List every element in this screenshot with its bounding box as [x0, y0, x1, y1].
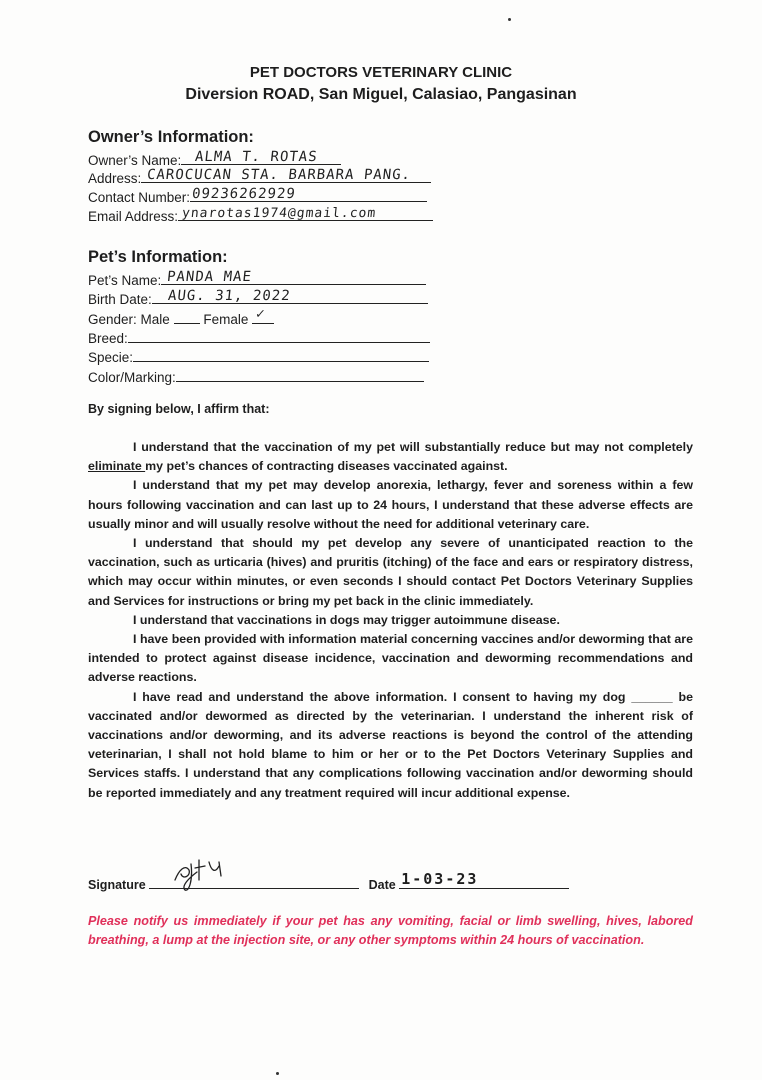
consent-body — [88, 438, 693, 803]
email-value: ynarotas1974@gmail.com — [181, 206, 378, 221]
owner-address-row — [88, 168, 431, 186]
contact-value: 09236262929 — [191, 186, 297, 202]
specie-field[interactable] — [133, 347, 429, 362]
gender-male-field[interactable] — [174, 309, 200, 324]
email-row — [88, 206, 433, 224]
handwritten-signature — [169, 850, 239, 894]
pet-name-value: PANDA MAE — [166, 269, 253, 285]
signature-row — [88, 870, 569, 892]
color-marking-row — [88, 367, 424, 385]
date-label: Date — [368, 878, 396, 892]
consent-paragraph-2: I understand that my pet may develop anorexia, lethargy, fever and soreness within a few hours following vaccination and can last up to 24 hours, I understand that these adverse effects are usually minor and will usually resolve without the need for additional veterinary care. — [88, 478, 693, 531]
pet-heading: Pet’s Information: — [88, 248, 228, 266]
pet-name-row — [88, 270, 426, 288]
gender-female-label: Female — [203, 312, 249, 327]
gender-male-label: Gender: Male — [88, 312, 170, 327]
email-field[interactable] — [178, 206, 433, 221]
clinic-name: PET DOCTORS VETERINARY CLINIC — [249, 64, 513, 81]
birth-date-field[interactable] — [152, 289, 428, 304]
owner-address-value: CAROCUCAN STA. BARBARA PANG. — [146, 167, 413, 183]
owner-name-field[interactable] — [181, 150, 341, 165]
breed-field[interactable] — [128, 328, 430, 343]
owner-name-row — [88, 150, 341, 168]
breed-label: Breed: — [88, 331, 128, 346]
owner-address-field[interactable] — [141, 168, 431, 183]
gender-female-field[interactable] — [252, 306, 274, 324]
contact-label: Contact Number: — [88, 190, 191, 205]
gender-row — [88, 306, 274, 327]
owner-name-label: Owner’s Name: — [88, 153, 182, 168]
color-marking-field[interactable] — [176, 367, 424, 382]
color-marking-label: Color/Marking: — [88, 370, 176, 385]
owner-address-label: Address: — [88, 171, 142, 186]
consent-paragraph-3: I understand that should my pet develop any severe of unanticipated reaction to the vaccination, such as urticaria (hives) and pruritis (itching) of the face and ears or respiratory distress, which may occur within minutes, or even seconds I should contact Pet Doctors Veterinary Supplies and Services for instructions or bring my pet back in the clinic immediately. — [88, 536, 693, 608]
signature-field[interactable] — [149, 874, 359, 889]
consent-paragraph-5: I have been provided with information material concerning vaccines and/or deworming that are intended to protect against disease incidence, vaccination and deworming recommendations and adverse reactions. — [88, 632, 693, 685]
birth-date-label: Birth Date: — [88, 292, 152, 307]
affirm-heading: By signing below, I affirm that: — [88, 402, 270, 416]
scan-speck — [276, 1072, 279, 1075]
gender-female-check: ✓ — [255, 306, 267, 322]
consent-paragraph-1 — [88, 438, 693, 476]
consent-p1-underlined: eliminate — [88, 459, 146, 474]
owner-name-value: ALMA T. ROTAS — [194, 149, 319, 165]
pet-name-field[interactable] — [161, 270, 426, 285]
breed-row — [88, 328, 430, 346]
signature-label: Signature — [88, 878, 146, 892]
email-label: Email Address: — [88, 209, 179, 224]
date-value: 1-03-23 — [401, 870, 479, 888]
consent-paragraph-4: I understand that vaccinations in dogs may trigger autoimmune disease. — [133, 612, 560, 627]
scan-speck — [508, 18, 511, 21]
birth-date-row — [88, 289, 428, 307]
contact-field[interactable] — [190, 187, 427, 202]
contact-row — [88, 187, 427, 205]
birth-date-value: AUG. 31, 2022 — [166, 288, 292, 304]
specie-row — [88, 347, 429, 365]
pet-name-label: Pet’s Name: — [88, 273, 162, 288]
consent-paragraph-6: I have read and understand the above information. I consent to having my dog ______ be vaccinated and/or dewormed as directed by the veterinarian. I understand the inherent risk of vaccinations and/or deworming, and its adverse reactions is beyond the control of the attending veterinarian, I shall not hold blame to him or her or to the Pet Doctors Veterinary Supplies and Services staffs. I understand that any complications following vaccination and/or deworming should be reported immediately and any treatment required will incur additional expense. — [88, 689, 693, 800]
consent-p1-text-end: my pet’s chances of contracting diseases vaccinated against. — [145, 459, 508, 474]
specie-label: Specie: — [88, 350, 134, 365]
clinic-address: Diversion ROAD, San Miguel, Calasiao, Pangasinan — [185, 86, 577, 103]
owner-heading: Owner’s Information: — [88, 128, 254, 146]
notice-text: Please notify us immediately if your pet has any vomiting, facial or limb swelling, hives, labored breathing, a lump at the injection site, or any other symptoms within 24 hours of vaccination. — [88, 914, 693, 947]
date-field[interactable] — [399, 870, 569, 889]
consent-p1-text: I understand that the vaccination of my pet will substantially reduce but may not completely — [133, 440, 693, 454]
